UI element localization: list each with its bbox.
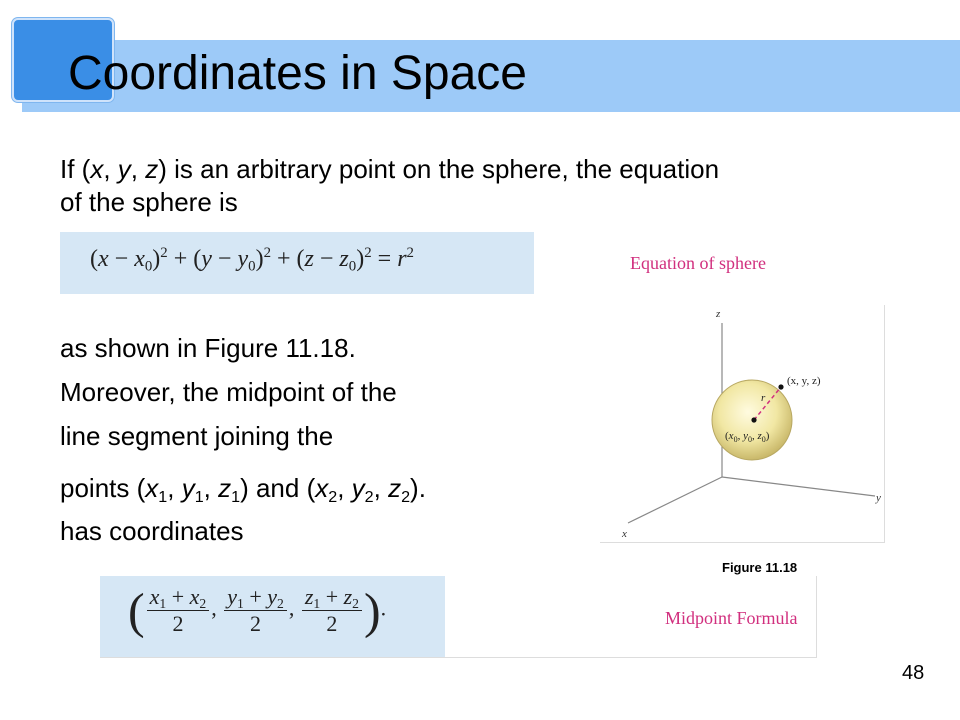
x-axis-label: x — [622, 528, 627, 540]
intro-line-1: If (x, y, z) is an arbitrary point on the sphere, the equation — [60, 154, 720, 184]
sphere-diagram — [600, 305, 884, 542]
line-moreover: Moreover, the midpoint of the — [60, 377, 397, 407]
sphere-equation-box — [60, 232, 534, 294]
line-figure-ref: as shown in Figure 11.18. — [60, 333, 356, 363]
line-has-coordinates: has coordinates — [60, 516, 244, 546]
midpoint-label: Midpoint Formula — [665, 608, 798, 628]
point-label: (x, y, z) — [787, 375, 821, 387]
center-label: ($x_0$, $y_0$, $z_0$) — [725, 430, 770, 444]
x-axis — [628, 477, 722, 523]
page-number: 48 — [902, 662, 925, 684]
figure-caption: Figure 11.18 — [722, 560, 798, 575]
midpoint-equation-box — [100, 576, 445, 657]
z-axis-label: z — [716, 308, 721, 320]
figure-11-18 — [600, 305, 885, 543]
intro-line-2: of the sphere is — [60, 187, 238, 217]
y-axis-label: y — [876, 492, 881, 504]
midpoint-panel — [100, 576, 817, 658]
line-points: points ($x_1$, $y_1$, $z_1$) and ($x_2$, $y_2$, $z_2$). — [60, 473, 426, 506]
y-axis — [722, 477, 875, 496]
sphere-equation: $(x - x_0)^2 + (y - y_0)^2 + (z - z_0)^2 = r^2$ — [90, 245, 414, 275]
line-segment: line segment joining the — [60, 421, 334, 451]
sphere-equation-label: Equation of sphere — [630, 253, 766, 273]
slide-title: Coordinates in Space — [68, 47, 527, 100]
midpoint-formula: ( $\frac{x_1 + x_2}{2}$ , $\frac{y_1 + y_2}{2}$ , $\frac{z_1 + z_2}{2}$ ). — [128, 582, 387, 639]
center-point — [751, 417, 756, 422]
radius-label: r — [761, 392, 766, 404]
surface-point — [778, 384, 783, 389]
